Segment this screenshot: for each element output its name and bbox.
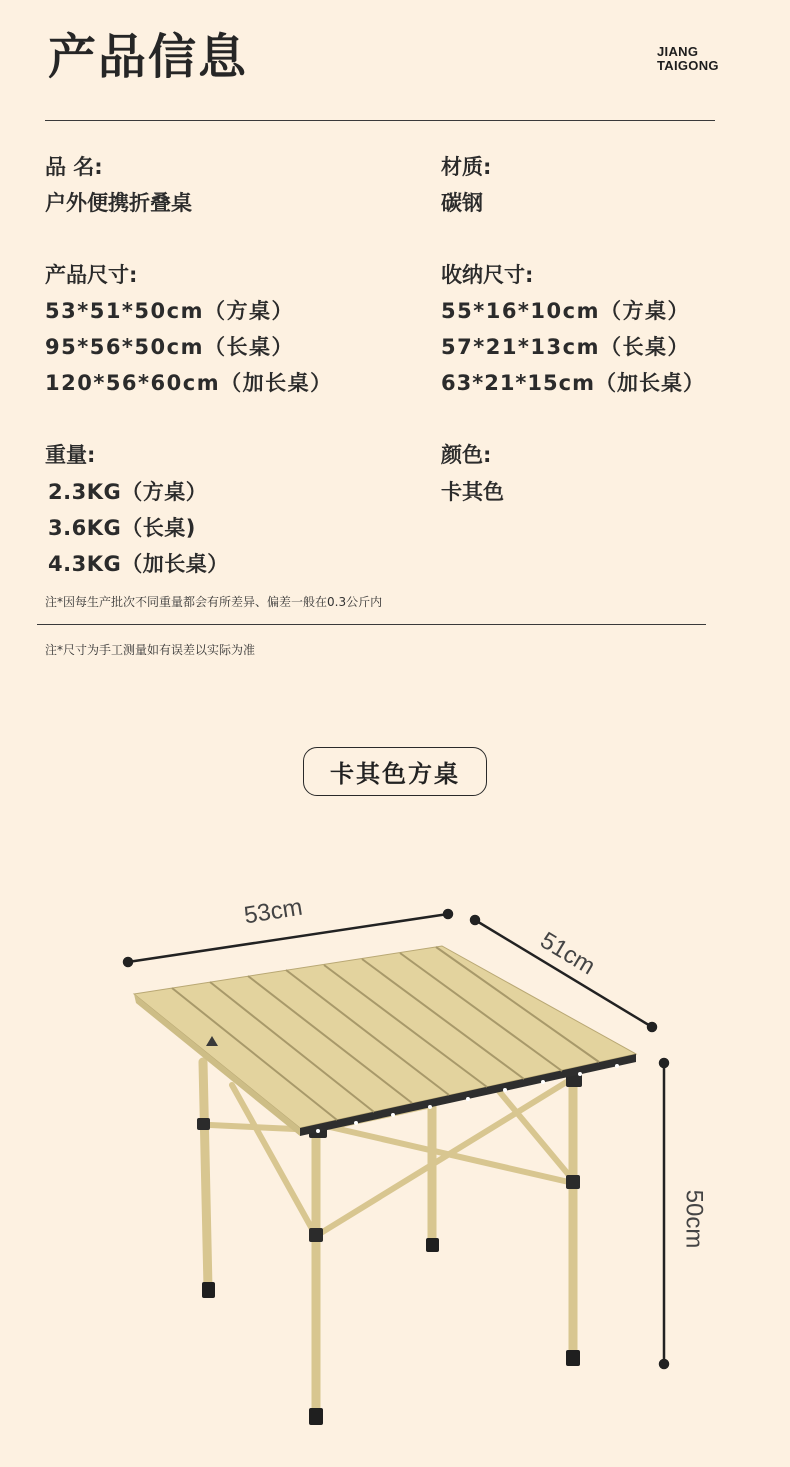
weight-note: 注*因每生产批次不同重量都会有所差异、偏差一般在0.3公斤内 <box>45 595 383 609</box>
material-value: 碳钢 <box>441 191 483 215</box>
brand-line-2: TAIGONG <box>657 58 719 73</box>
name-label: 品 名: <box>45 155 103 179</box>
size-value: 120*56*60cm（加长桌） <box>45 371 333 395</box>
size-label: 产品尺寸: <box>45 263 138 287</box>
brand-logo <box>657 45 719 73</box>
variant-badge: 卡其色方桌 <box>303 747 487 796</box>
storage-label: 收纳尺寸: <box>441 263 534 287</box>
color-label: 颜色: <box>441 443 492 467</box>
size-note: 注*尺寸为手工测量如有误差以实际为准 <box>45 643 256 657</box>
storage-value: 63*21*15cm（加长桌） <box>441 371 705 395</box>
depth-dimension: 51cm <box>535 926 600 981</box>
weight-value: 3.6KG（长桌) <box>48 516 196 540</box>
weight-value: 4.3KG（加长桌） <box>48 552 229 576</box>
storage-value: 57*21*13cm（长桌） <box>441 335 690 359</box>
product-illustration <box>0 880 790 1440</box>
table-top <box>134 946 636 1136</box>
weight-label: 重量: <box>45 443 96 467</box>
name-value: 户外便携折叠桌 <box>45 191 192 215</box>
note-divider <box>37 624 706 625</box>
header-divider <box>45 120 715 121</box>
height-dimension: 50cm <box>680 1189 708 1249</box>
brand-line-1: JIANG <box>657 44 699 59</box>
size-value: 95*56*50cm（长桌） <box>45 335 294 359</box>
page-title: 产品信息 <box>48 29 249 85</box>
width-dimension: 53cm <box>242 893 305 930</box>
material-label: 材质: <box>441 155 492 179</box>
color-value: 卡其色 <box>441 480 504 504</box>
weight-value: 2.3KG（方桌） <box>48 480 208 504</box>
storage-value: 55*16*10cm（方桌） <box>441 299 690 323</box>
size-value: 53*51*50cm（方桌） <box>45 299 294 323</box>
leg-feet <box>202 1238 580 1425</box>
